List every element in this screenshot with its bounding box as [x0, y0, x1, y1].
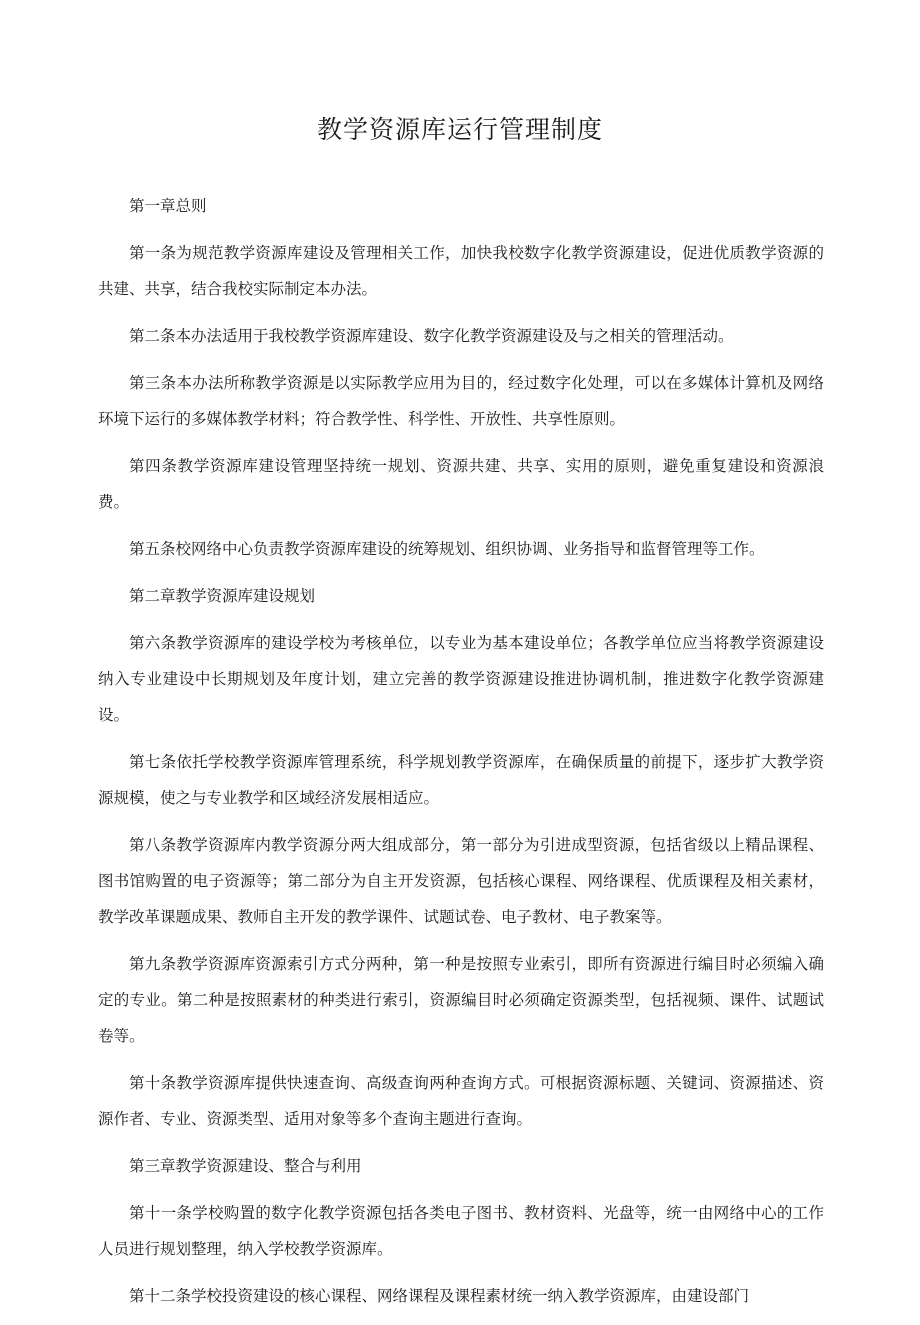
article-paragraph: 第一条为规范教学资源库建设及管理相关工作，加快我校数字化教学资源建设，促进优质教学资源的共建、共享，结合我校实际制定本办法。 — [98, 244, 824, 298]
article-paragraph: 第二条本办法适用于我校教学资源库建设、数字化教学资源建设及与之相关的管理活动。 — [129, 327, 734, 345]
article-paragraph: 第三条本办法所称教学资源是以实际教学应用为目的，经过数字化处理，可以在多媒体计算机及网络环境下运行的多媒体教学材料；符合教学性、科学性、开放性、共享性原则。 — [98, 374, 824, 428]
article-paragraph: 第五条校网络中心负责教学资源库建设的统筹规划、组织协调、业务指导和监督管理等工作。 — [129, 540, 765, 558]
article-paragraph: 第八条教学资源库内教学资源分两大组成部分，第一部分为引进成型资源，包括省级以上精品课程、图书馆购置的电子资源等；第二部分为自主开发资源，包括核心课程、网络课程、优质课程及相关素材，教学改革课题成果、教师自主开发的教学课件、试题试卷、电子教材、电子教案等。 — [98, 836, 824, 926]
chapter-heading: 第二章教学资源库建设规划 — [129, 587, 316, 605]
article-paragraph: 第七条依托学校教学资源库管理系统，科学规划教学资源库，在确保质量的前提下，逐步扩大教学资源规模，使之与专业教学和区域经济发展相适应。 — [98, 753, 824, 807]
article-paragraph: 第六条教学资源库的建设学校为考核单位，以专业为基本建设单位；各教学单位应当将教学资源建设纳入专业建设中长期规划及年度计划，建立完善的教学资源建设推进协调机制，推进数字化教学资源建设。 — [98, 634, 824, 724]
document-body — [98, 188, 824, 1325]
chapter-heading: 第一章总则 — [129, 197, 207, 215]
article-paragraph: 第九条教学资源库资源索引方式分两种，第一种是按照专业索引，即所有资源进行编目时必须编入确定的专业。第二种是按照素材的种类进行索引，资源编目时必须确定资源类型，包括视频、课件、试题试卷等。 — [98, 955, 824, 1045]
document-title: 教学资源库运行管理制度 — [316, 115, 603, 144]
article-paragraph: 第十一条学校购置的数字化教学资源包括各类电子图书、教材资料、光盘等，统一由网络中心的工作人员进行规划整理，纳入学校教学资源库。 — [98, 1204, 824, 1258]
article-paragraph: 第四条教学资源库建设管理坚持统一规划、资源共建、共享、实用的原则，避免重复建设和资源浪费。 — [98, 457, 824, 511]
chapter-heading: 第三章教学资源建设、整合与利用 — [129, 1157, 362, 1175]
article-paragraph: 第十二条学校投资建设的核心课程、网络课程及课程素材统一纳入教学资源库，由建设部门 — [129, 1287, 750, 1305]
article-paragraph: 第十条教学资源库提供快速查询、高级查询两种查询方式。可根据资源标题、关键词、资源描述、资源作者、专业、资源类型、适用对象等多个查询主题进行查询。 — [98, 1074, 824, 1128]
